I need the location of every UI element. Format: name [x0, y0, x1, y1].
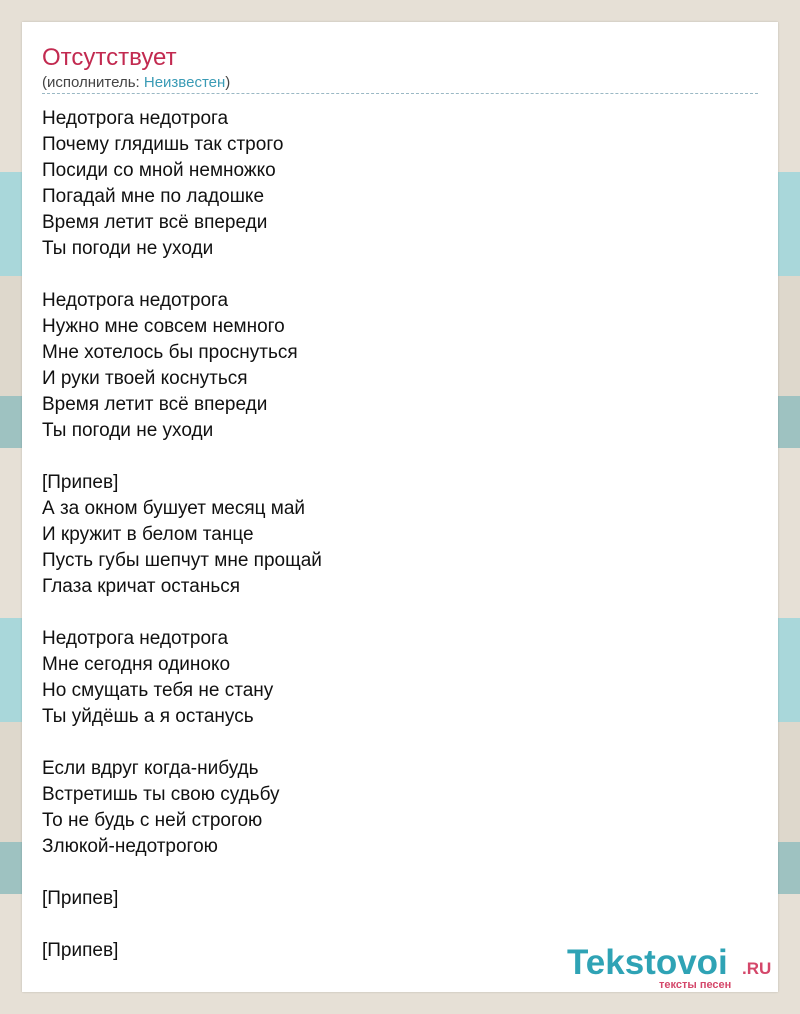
lyric-line: Злюкой-недотрогою	[42, 836, 218, 857]
lyric-line: Пусть губы шепчут мне прощай	[42, 550, 322, 571]
artist-line	[42, 74, 230, 92]
lyric-line: Почему глядишь так строго	[42, 134, 284, 155]
lyric-line: Недотрога недотрога	[42, 290, 229, 311]
lyric-line: И кружит в белом танце	[42, 524, 254, 545]
stanza-gap	[42, 860, 322, 886]
lyric-line: Время летит всё впереди	[42, 394, 268, 415]
logo-wordmark: Tekstovoi	[567, 943, 728, 982]
song-title: Отсутствует	[42, 44, 177, 71]
lyric-line: А за окном бушует месяц май	[42, 498, 306, 519]
artist-suffix: )	[225, 74, 231, 91]
stanza-gap	[42, 730, 322, 756]
lyric-line: Мне хотелось бы проснуться	[42, 342, 298, 363]
stanza-gap	[42, 912, 322, 938]
lyric-line: Мне сегодня одиноко	[42, 654, 231, 675]
lyric-line: Посиди со мной немножко	[42, 160, 276, 181]
lyric-line: Недотрога недотрога	[42, 108, 229, 129]
lyric-line: Нужно мне совсем немного	[42, 316, 285, 337]
lyric-line: То не будь с ней строгою	[42, 810, 263, 831]
artist-prefix: (исполнитель:	[42, 74, 144, 91]
lyric-line: Встретишь ты свою судьбу	[42, 784, 280, 805]
lyric-line: Глаза кричат останься	[42, 576, 241, 597]
lyric-line: [Припев]	[42, 472, 119, 493]
lyric-line: И руки твоей коснуться	[42, 368, 248, 389]
lyrics-text	[42, 106, 322, 964]
lyric-line: Ты уйдёшь а я останусь	[42, 706, 254, 727]
lyric-line: [Припев]	[42, 940, 119, 961]
logo-tagline: тексты песен	[659, 979, 732, 991]
stanza-gap	[42, 444, 322, 470]
site-logo[interactable]	[567, 944, 777, 990]
lyric-line: Время летит всё впереди	[42, 212, 268, 233]
lyrics-card	[22, 22, 778, 992]
stanza-gap	[42, 262, 322, 288]
lyric-line: Ты погоди не уходи	[42, 420, 214, 441]
logo-tld: .RU	[742, 959, 772, 978]
artist-link[interactable]: Неизвестен	[143, 74, 226, 91]
lyric-line: Ты погоди не уходи	[42, 238, 214, 259]
stanza-gap	[42, 600, 322, 626]
lyric-line: [Припев]	[42, 888, 119, 909]
lyric-line: Недотрога недотрога	[42, 628, 229, 649]
lyric-line: Если вдруг когда-нибудь	[42, 758, 259, 779]
header-divider	[42, 93, 758, 94]
lyric-line: Но смущать тебя не стану	[42, 680, 274, 701]
lyric-line: Погадай мне по ладошке	[42, 186, 265, 207]
